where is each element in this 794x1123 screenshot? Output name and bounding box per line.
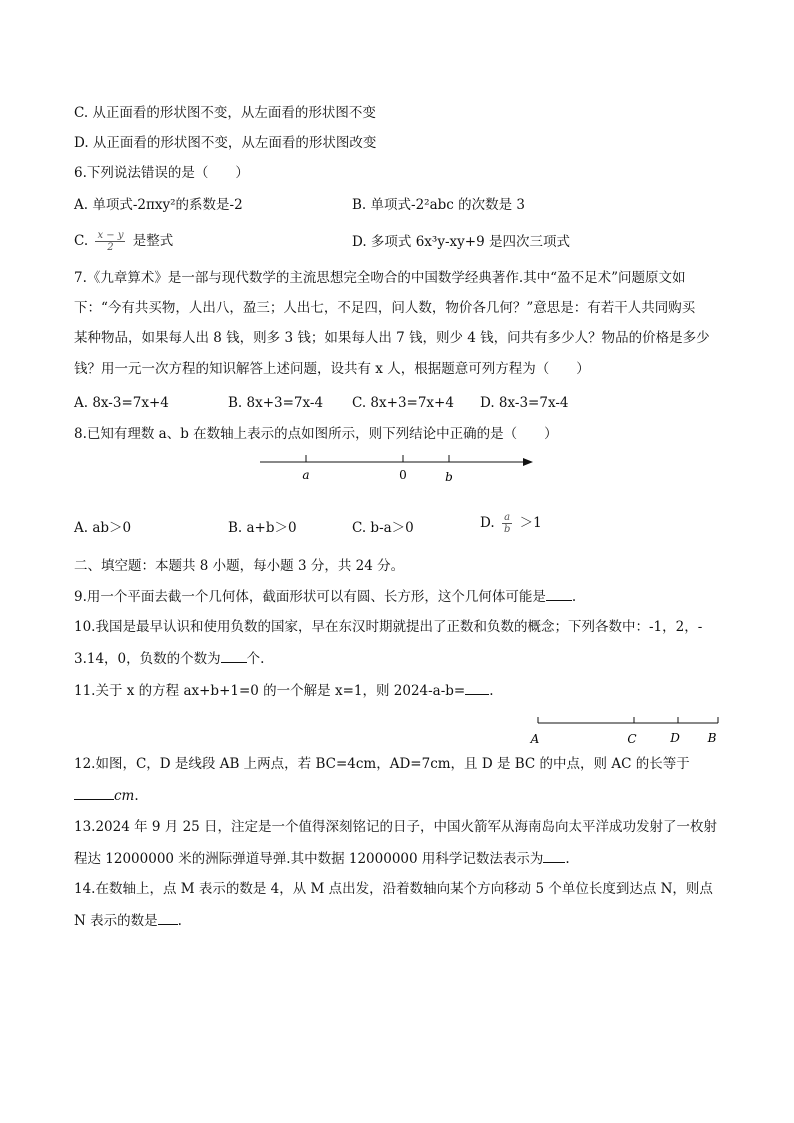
q12-answer-blank: [74, 785, 114, 800]
q10-stem-end: 3.14，0，负数的个数为: [74, 651, 221, 667]
q7-line-2: 下：“今有共买物，人出八，盈三；人出七，不足四，问人数，物价各几何？”意思是：有若干人共同购买: [74, 300, 696, 316]
q6-option-c-text: 是整式: [132, 233, 174, 249]
q9-answer-blank: [546, 586, 572, 601]
q9-text: [74, 586, 576, 607]
q14-stem-end: N 表示的数是: [74, 913, 158, 929]
q6-option-c: [74, 230, 173, 253]
q12-line-1: 12.如图，C，D 是线段 AB 上两点，若 BC=4cm，AD=7cm，且 D 是 BC 的中点，则 AC 的长等于: [74, 756, 690, 772]
q14-answer-blank: [158, 910, 178, 925]
label-point-d: D: [670, 731, 680, 745]
q13-line-1: 13.2024 年 9 月 25 日，注定是一个值得深刻铭记的日子，中国火箭军从海南岛向太平洋成功发射了一枚射: [74, 819, 718, 835]
q13-answer-blank: [543, 848, 565, 863]
q7-option-a: A. 8x-3=7x+4: [74, 395, 169, 411]
q7-line-1: 7.《九章算术》是一部与现代数学的主流思想完全吻合的中国数学经典著作.其中“盈不足术”问题原文如: [74, 270, 686, 286]
q9-stem: 9.用一个平面去截一个几何体，截面形状可以有圆、长方形，这个几何体可能是: [74, 589, 546, 605]
q8-option-d-fraction: [502, 512, 512, 535]
q13-end: .: [565, 851, 570, 867]
q6-option-a: A. 单项式-2πxy²的系数是-2: [74, 197, 243, 213]
q6-option-c-label: C.: [74, 233, 89, 249]
q8-number-line-figure: [255, 448, 540, 488]
q9-end: .: [571, 589, 577, 605]
q8-option-b: B. a+b＞0: [228, 520, 297, 536]
label-point-b: B: [707, 731, 717, 745]
q12-segment-figure: [528, 713, 728, 747]
q8-fraction-numerator: a: [502, 512, 512, 524]
q14-line-1: 14.在数轴上，点 M 表示的数是 4，从 M 点出发，沿着数轴向某个方向移动 5 个单位长度到达点 N，则点: [74, 881, 713, 897]
q7-line-4: 钱？用一元一次方程的知识解答上述问题，设共有 x 人，根据题意可列方程为（ ）: [74, 361, 590, 377]
label-zero: 0: [399, 468, 407, 482]
q5-option-d: D. 从正面看的形状图不变，从左面看的形状图改变: [74, 135, 377, 151]
q7-line-3: 某种物品，如果每人出 8 钱，则多 3 钱；如果每人出 7 钱，则少 4 钱，问共有多少人？物品的价格是多少: [74, 330, 710, 346]
label-a: a: [302, 468, 310, 482]
q11-stem: 11.关于 x 的方程 ax+b+1=0 的一个解是 x=1，则 2024-a-b=: [74, 683, 466, 699]
q12-end: .: [134, 788, 139, 804]
q8-option-d-text: ＞1: [519, 515, 542, 531]
q8-option-c: C. b-a＞0: [352, 520, 414, 536]
q6-option-d: D. 多项式 6x³y-xy+9 是四次三项式: [352, 234, 570, 250]
q5-option-c: C. 从正面看的形状图不变，从左面看的形状图不变: [74, 105, 376, 121]
q8-fraction-denominator: b: [503, 524, 511, 535]
q8-option-d-label: D.: [480, 515, 495, 531]
q12-unit: cm: [114, 788, 135, 804]
q8-option-d: [480, 512, 542, 535]
q6-option-b: B. 单项式-2²abc 的次数是 3: [352, 197, 525, 213]
q11-text: [74, 680, 494, 701]
q8-stem: 8.已知有理数 a、b 在数轴上表示的点如图所示，则下列结论中正确的是（ ）: [74, 426, 558, 442]
q6-option-c-fraction: [95, 230, 125, 253]
label-point-a: A: [530, 732, 540, 746]
label-b: b: [445, 470, 453, 484]
q14-end: .: [177, 913, 182, 929]
q10-line-1: 10.我国是最早认识和使用负数的国家，早在东汉时期就提出了正数和负数的概念；下列各数中：-1，2，-: [74, 619, 703, 635]
label-point-c: C: [627, 732, 637, 746]
q10-line-2: [74, 648, 264, 669]
q7-option-c: C. 8x+3=7x+4: [352, 395, 454, 411]
q14-line-2: [74, 910, 182, 931]
q7-option-b: B. 8x+3=7x-4: [228, 395, 324, 411]
q13-line-2: [74, 848, 570, 869]
q12-line-2: [74, 785, 139, 806]
q13-stem-end: 程达 12000000 米的洲际弹道导弹.其中数据 12000000 用科学记数法表示为: [74, 851, 544, 867]
section-2-heading: 二、填空题：本题共 8 小题，每小题 3 分，共 24 分。: [74, 558, 405, 574]
q6-stem: 6.下列说法错误的是（ ）: [74, 165, 249, 181]
q11-answer-blank: [465, 680, 489, 695]
q8-option-a: A. ab＞0: [74, 520, 132, 536]
q10-answer-blank: [221, 648, 247, 663]
q10-end: 个.: [246, 651, 265, 667]
q6-fraction-numerator: x − y: [97, 230, 124, 241]
arrow-icon: [523, 458, 533, 466]
q7-option-d: D. 8x-3=7x-4: [480, 395, 569, 411]
q6-fraction-denominator: 2: [107, 242, 114, 253]
q11-end: .: [489, 683, 494, 699]
